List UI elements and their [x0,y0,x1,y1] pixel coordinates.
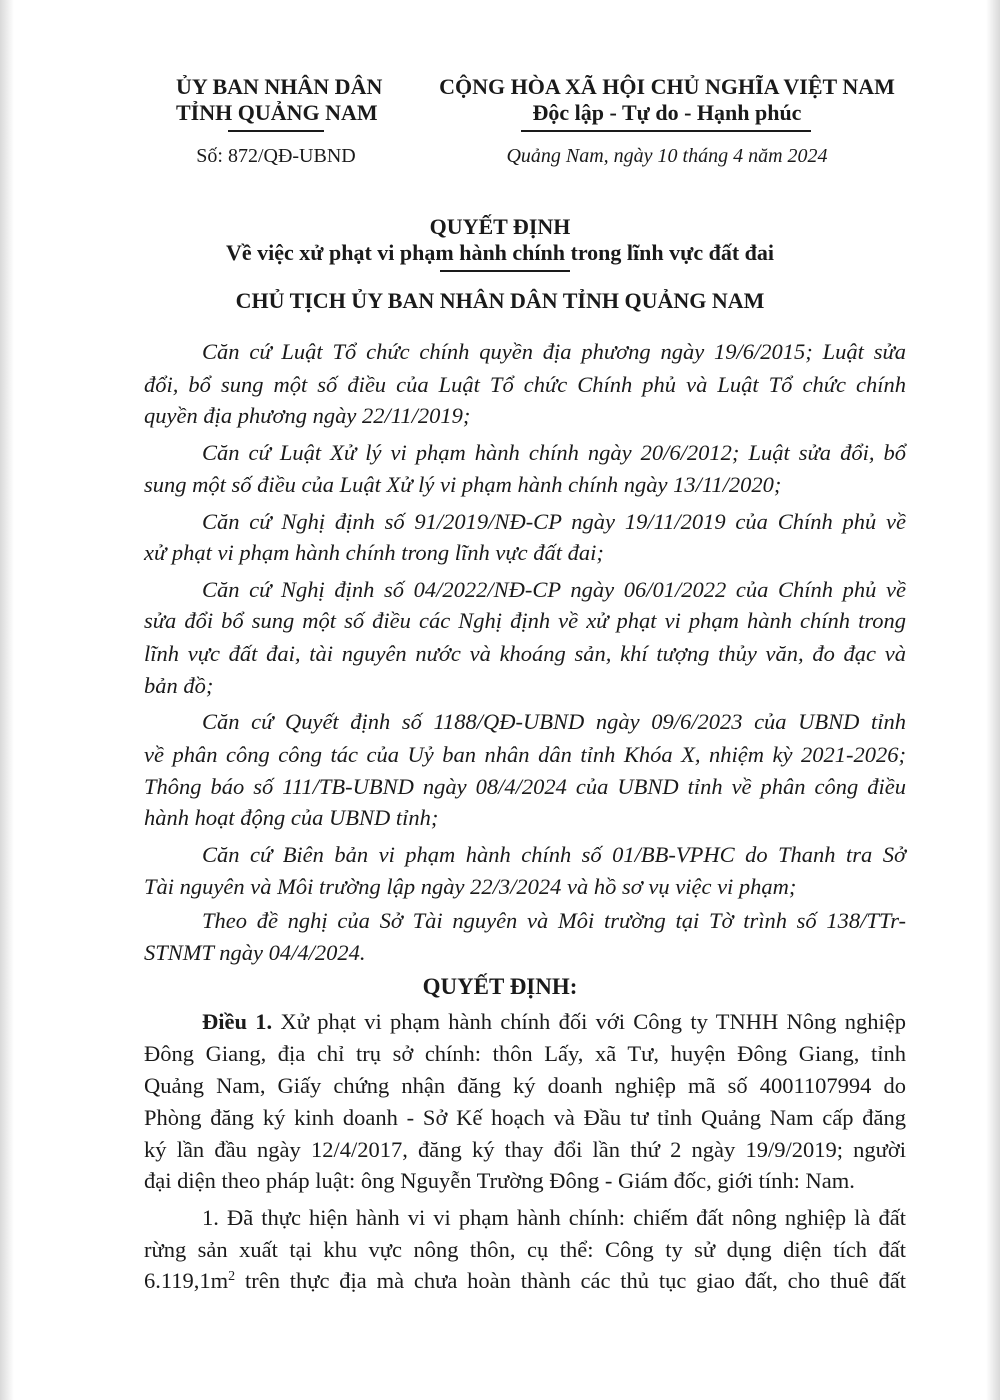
article-1-line: ký lần đầu ngày 12/4/2017, đăng ký thay đổi lần thứ 2 ngày 19/9/2019; người [144,1137,906,1162]
national-motto: Độc lập - Tự do - Hạnh phúc [532,100,802,125]
article-1-label: Điều 1. [202,1009,273,1034]
agency-name-line2: TỈNH QUẢNG NAM [176,100,378,125]
place-and-date: Quảng Nam, ngày 10 tháng 4 năm 2024 [506,145,828,167]
preamble-line: Theo đề nghị của Sở Tài nguyên và Môi trường tại Tờ trình số 138/TTr- [202,908,906,933]
clause-1-line: 1. Đã thực hiện hành vi vi phạm hành chính: chiếm đất nông nghiệp là đất [202,1205,906,1230]
article-1-line: Phòng đăng ký kinh doanh - Sở Kế hoạch và Đầu tư tỉnh Quảng Nam cấp đăng [144,1105,906,1130]
area-superscript: 2 [228,1269,236,1284]
issuing-authority: CHỦ TỊCH ỦY BAN NHÂN DÂN TỈNH QUẢNG NAM [235,288,765,313]
subject-underline [440,270,570,272]
preamble-line: lĩnh vực đất đai, tài nguyên nước và khoáng sản, khí tượng thủy văn, đo đạc và [144,641,906,666]
motto-underline [521,130,811,132]
area-value: 6.119,1m [144,1268,229,1293]
clause-1-line: rừng sản xuất tại khu vực nông thôn, cụ thể: Công ty sử dụng diện tích đất [144,1237,906,1262]
preamble-line: đổi, bổ sung một số điều của Luật Tổ chức Chính phủ và Luật Tổ chức chính [144,372,906,397]
article-1-line: Quảng Nam, Giấy chứng nhận đăng ký doanh nghiệp mã số 4001107994 do [144,1073,906,1098]
document-title: QUYẾT ĐỊNH [429,214,571,239]
preamble-line: xử phạt vi phạm hành chính trong lĩnh vực đất đai; [144,540,604,565]
document-number: Số: 872/QĐ-UBND [196,145,356,167]
preamble-line: STNMT ngày 04/4/2024. [144,940,366,965]
decision-heading: QUYẾT ĐỊNH: [422,974,578,999]
preamble-line: quyền địa phương ngày 22/11/2019; [144,403,471,428]
clause-1-area-line [144,1270,906,1293]
agency-underline [228,130,324,132]
preamble-line: Căn cứ Nghị định số 04/2022/NĐ-CP ngày 06/01/2022 của Chính phủ về [202,577,906,602]
preamble-line: sung một số điều của Luật Xử lý vi phạm hành chính ngày 13/11/2020; [144,472,782,497]
preamble-line: Căn cứ Quyết định số 1188/QĐ-UBND ngày 09/6/2023 của UBND tỉnh [202,709,906,734]
page-edge-shadow-right [986,0,1000,1400]
preamble-line: Căn cứ Luật Xử lý vi phạm hành chính ngày 20/6/2012; Luật sửa đổi, bổ [202,440,906,465]
article-1-line: Đông Giang, địa chỉ trụ sở chính: thôn Lấy, xã Tư, huyện Đông Giang, tỉnh [144,1041,906,1066]
preamble-line: về phân công công tác của Uỷ ban nhân dân tỉnh Khóa X, nhiệm kỳ 2021-2026; [144,742,906,767]
national-title: CỘNG HÒA XÃ HỘI CHỦ NGHĨA VIỆT NAM [439,74,895,99]
preamble-line: Thông báo số 111/TB-UBND ngày 08/4/2024 của UBND tỉnh về phân công điều [144,774,906,799]
preamble-line: sửa đổi bổ sung một số điều các Nghị định về xử phạt vi phạm hành chính trong [144,608,906,633]
preamble-line: Căn cứ Biên bản vi phạm hành chính số 01/BB-VPHC do Thanh tra Sở [202,842,906,867]
document-subject: Về việc xử phạt vi phạm hành chính trong lĩnh vực đất đai [226,240,774,265]
preamble-line: hành hoạt động của UBND tỉnh; [144,805,439,830]
agency-name-line1: ỦY BAN NHÂN DÂN [176,74,383,99]
preamble-line: Căn cứ Luật Tổ chức chính quyền địa phương ngày 19/6/2015; Luật sửa [202,339,906,364]
preamble-line: Căn cứ Nghị định số 91/2019/NĐ-CP ngày 19/11/2019 của Chính phủ về [202,509,906,534]
page-edge-shadow-left [0,0,14,1400]
article-1-first-line [202,1011,906,1034]
preamble-line: Tài nguyên và Môi trường lập ngày 22/3/2024 và hồ sơ vụ việc vi phạm; [144,874,797,899]
article-1-text: Xử phạt vi phạm hành chính đối với Công ty TNHH Nông nghiệp [280,1009,907,1034]
preamble-line: bản đồ; [144,673,214,698]
article-1-line: đại diện theo pháp luật: ông Nguyễn Trường Đông - Giám đốc, giới tính: Nam. [144,1168,855,1193]
area-rest-text: trên thực địa mà chưa hoàn thành các thủ tục giao đất, cho thuê đất [245,1268,907,1293]
